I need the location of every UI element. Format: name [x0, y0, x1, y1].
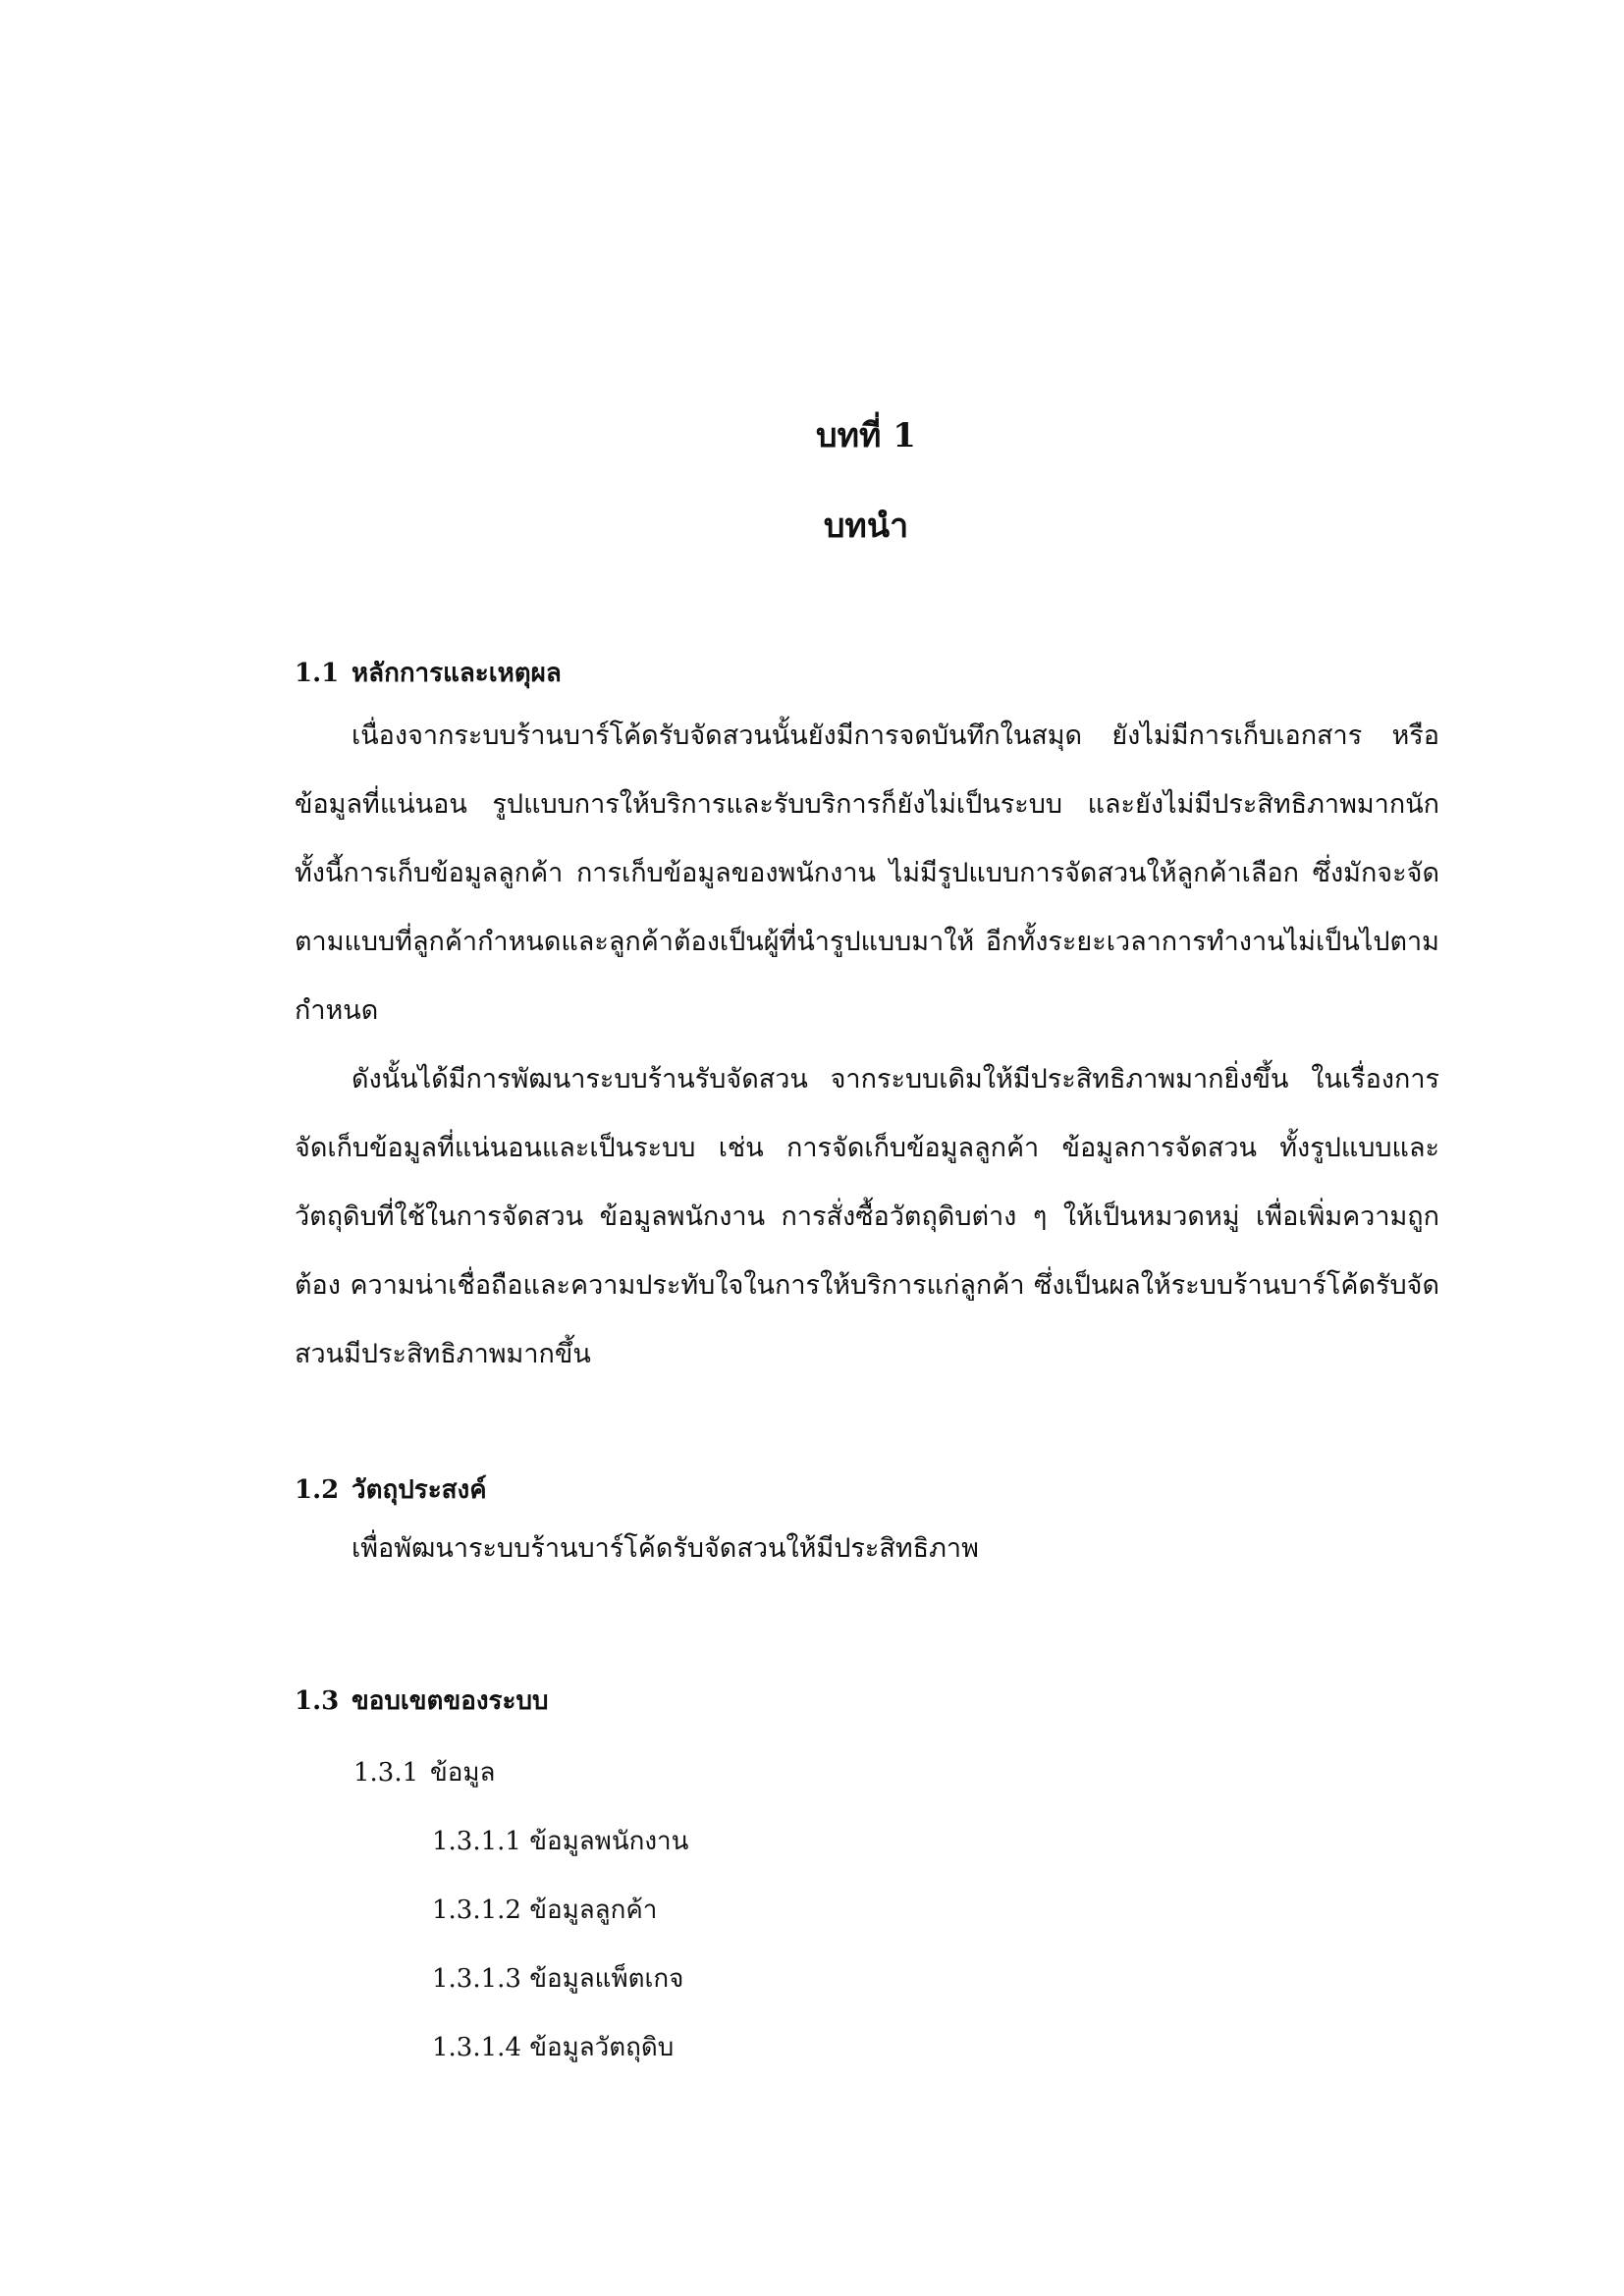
- subsection-number: 1.3.1: [353, 1758, 419, 1788]
- paragraph-objective: เพื่อพัฒนาระบบร้านบาร์โค้ดรับจัดสวนให้มีประสิทธิภาพ: [352, 1533, 979, 1564]
- section-heading-1-2: [295, 1469, 487, 1510]
- list-item: 1.3.1.4 ข้อมูลวัตถุดิบ: [432, 2033, 675, 2062]
- subsection-heading-1-3-1: [353, 1752, 495, 1792]
- section-title: ขอบเขตของระบบ: [352, 1686, 549, 1716]
- chapter-title: บทนำ: [823, 507, 909, 546]
- section-title: หลักการและเหตุผล: [352, 659, 562, 688]
- paragraph-rationale-1: เนื่องจากระบบร้านบาร์โค้ดรับจัดสวนนั้นยังมีการจดบันทึกในสมุด ยังไม่มีการเก็บเอกสาร หรือข้อมูลที่แน่นอน รูปแบบการให้บริการและรับบริการก็ยังไม่เป็นระบบ และยังไม่มีประสิทธิภาพมากนัก ทั้งนี้การเก็บข้อมูลลูกค้า การเก็บข้อมูลของพนักงาน ไม่มีรูปแบบการจัดสวนให้ลูกค้าเลือก ซึ่งมักจะจัดตามแบบที่ลูกค้ากำหนดและลูกค้าต้องเป็นผู้ที่นำรูปแบบมาให้ อีกทั้งระยะเวลาการทำงานไม่เป็นไปตามกำหนด: [295, 721, 1439, 1026]
- section-number: 1.2: [295, 1475, 340, 1505]
- list-item: 1.3.1.3 ข้อมูลแพ็ตเกจ: [432, 1964, 684, 1994]
- list-item: 1.3.1.2 ข้อมูลลูกค้า: [432, 1896, 658, 1925]
- subsection-title: ข้อมูล: [430, 1758, 496, 1788]
- section-title: วัตถุประสงค์: [352, 1475, 487, 1505]
- section-number: 1.1: [295, 659, 340, 688]
- chapter-number: บทที่ 1: [816, 416, 916, 455]
- list-item: 1.3.1.1 ข้อมูลพนักงาน: [432, 1827, 689, 1856]
- section-heading-1-3: [295, 1681, 548, 1721]
- section-heading-1-1: [295, 653, 562, 693]
- paragraph-rationale-2: ดังนั้นได้มีการพัฒนาระบบร้านรับจัดสวน จากระบบเดิมให้มีประสิทธิภาพมากยิ่งขึ้น ในเรื่องการจัดเก็บข้อมูลที่แน่นอนและเป็นระบบ เช่น การจัดเก็บข้อมูลลูกค้า ข้อมูลการจัดสวน ทั้งรูปแบบและวัตถุดิบที่ใช้ในการจัดสวน ข้อมูลพนักงาน การสั่งซื้อวัตถุดิบต่าง ๆ ให้เป็นหมวดหมู่ เพื่อเพิ่มความถูกต้อง ความน่าเชื่อถือและความประทับใจในการให้บริการแก่ลูกค้า ซึ่งเป็นผลให้ระบบร้านบาร์โค้ดรับจัดสวนมีประสิทธิภาพมากขึ้น: [295, 1064, 1439, 1369]
- section-number: 1.3: [295, 1686, 340, 1716]
